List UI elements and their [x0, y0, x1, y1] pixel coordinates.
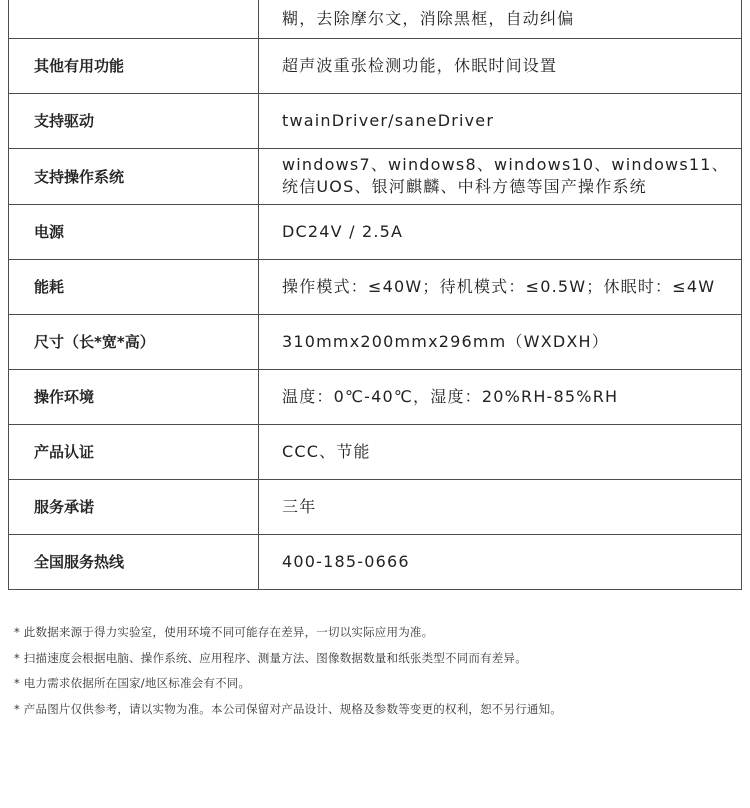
- spec-label: 服务承诺: [9, 479, 259, 534]
- spec-label: 支持操作系统: [9, 148, 259, 204]
- spec-value: 400-185-0666: [259, 534, 742, 589]
- spec-table: [8, 0, 742, 590]
- spec-row-continued: [9, 0, 742, 38]
- spec-label: 操作环境: [9, 369, 259, 424]
- spec-label: 尺寸（长*宽*高）: [9, 314, 259, 369]
- spec-value: 操作模式：≤40W；待机模式：≤0.5W；休眠时：≤4W: [259, 259, 742, 314]
- spec-row-service: [9, 479, 742, 534]
- spec-row-environment: [9, 369, 742, 424]
- spec-label: 能耗: [9, 259, 259, 314]
- spec-value: twainDriver/saneDriver: [259, 93, 742, 148]
- spec-label: 产品认证: [9, 424, 259, 479]
- spec-value: 三年: [259, 479, 742, 534]
- spec-row-other-functions: [9, 38, 742, 93]
- spec-value: 糊，去除摩尔文，消除黑框，自动纠偏: [259, 0, 742, 38]
- spec-value: CCC、节能: [259, 424, 742, 479]
- spec-label: [9, 0, 259, 38]
- spec-value: windows7、windows8、windows10、windows11、统信UOS、银河麒麟、中科方德等国产操作系统: [259, 148, 742, 204]
- spec-label: 其他有用功能: [9, 38, 259, 93]
- footnote: * 电力需求依据所在国家/地区标准会有不同。: [14, 676, 251, 690]
- spec-value: 310mmx200mmx296mm（WXDXH）: [259, 314, 742, 369]
- spec-row-dimensions: [9, 314, 742, 369]
- spec-row-hotline: [9, 534, 742, 589]
- spec-value: 温度：0℃-40℃，湿度：20%RH-85%RH: [259, 369, 742, 424]
- spec-label: 电源: [9, 204, 259, 259]
- spec-label: 支持驱动: [9, 93, 259, 148]
- spec-row-power: [9, 204, 742, 259]
- footnote: * 此数据来源于得力实验室，使用环境不同可能存在差异，一切以实际应用为准。: [14, 625, 434, 639]
- spec-value: 超声波重张检测功能，休眠时间设置: [259, 38, 742, 93]
- footnote: * 产品图片仅供参考，请以实物为准。本公司保留对产品设计、规格及参数等变更的权利，恕不另行通知。: [14, 701, 562, 716]
- footnotes: [14, 623, 740, 725]
- spec-value: DC24V / 2.5A: [259, 204, 742, 259]
- spec-label: 全国服务热线: [9, 534, 259, 589]
- spec-row-os: [9, 148, 742, 204]
- spec-row-consumption: [9, 259, 742, 314]
- spec-row-drivers: [9, 93, 742, 148]
- spec-row-certification: [9, 424, 742, 479]
- footnote: * 扫描速度会根据电脑、操作系统、应用程序、测量方法、图像数据数量和纸张类型不同而有差异。: [14, 650, 527, 665]
